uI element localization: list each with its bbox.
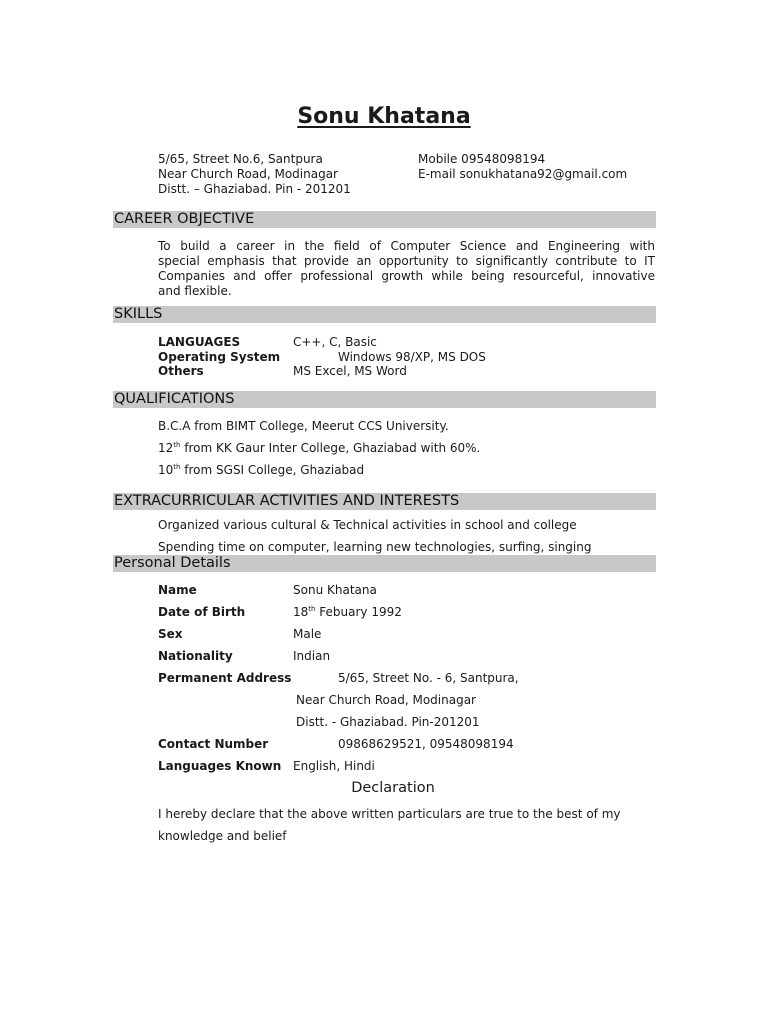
qual-rest: from KK Gaur Inter College, Ghaziabad with 60%. — [180, 441, 481, 455]
skill-label: Others — [158, 364, 204, 378]
personal-value: Distt. - Ghaziabad. Pin-201201 — [296, 715, 480, 729]
address-line: Distt. – Ghaziabad. Pin - 201201 — [158, 182, 351, 196]
personal-label: Languages Known — [158, 759, 282, 773]
personal-value: Near Church Road, Modinagar — [296, 693, 476, 707]
objective-line: special emphasis that provide an opportunity to significantly contribute to IT — [158, 254, 655, 268]
declaration-heading: Declaration — [351, 780, 435, 796]
qual-num: 10 — [158, 463, 174, 477]
personal-value: 09868629521, 09548098194 — [338, 737, 514, 751]
activity-item: Spending time on computer, learning new technologies, surfing, singing — [158, 540, 592, 554]
section-bar-skills — [113, 306, 656, 323]
section-heading: CAREER OBJECTIVE — [114, 211, 255, 227]
skill-label: Operating System — [158, 350, 281, 364]
address-line: 5/65, Street No.6, Santpura — [158, 152, 323, 166]
declaration-line: knowledge and belief — [158, 829, 287, 843]
mobile: Mobile 09548098194 — [418, 152, 546, 166]
dob-day: 18 — [293, 605, 309, 619]
qual-sup: th — [173, 463, 181, 471]
personal-label: Permanent Address — [158, 671, 292, 685]
objective-line: To build a career in the field of Computer Science and Engineering with — [158, 239, 655, 253]
address-line: Near Church Road, Modinagar — [158, 167, 338, 181]
personal-value: 5/65, Street No. - 6, Santpura, — [338, 671, 519, 685]
personal-value: English, Hindi — [293, 759, 375, 773]
section-heading: Personal Details — [114, 555, 231, 571]
qual-sup: th — [173, 441, 181, 449]
objective-line: and flexible. — [158, 284, 232, 298]
dob-sup: th — [308, 605, 316, 613]
personal-label: Name — [158, 583, 197, 597]
objective-line: Companies and offer professional growth while being resourceful, innovative — [158, 269, 655, 283]
qual-num: 12 — [158, 441, 174, 455]
dob-rest: Febuary 1992 — [315, 605, 402, 619]
personal-value: Male — [293, 627, 322, 641]
section-heading: QUALIFICATIONS — [114, 391, 235, 407]
resume-title: Sonu Khatana — [297, 104, 471, 129]
career-objective-text — [158, 239, 655, 299]
skill-value: C++, C, Basic — [293, 335, 377, 349]
personal-value: Indian — [293, 649, 331, 663]
qualification-item — [158, 463, 364, 478]
email: E-mail sonukhatana92@gmail.com — [418, 167, 628, 181]
section-bar-qualifications — [113, 391, 656, 408]
qualification-item: B.C.A from BIMT College, Meerut CCS University. — [158, 419, 449, 433]
qual-rest: from SGSI College, Ghaziabad — [180, 463, 365, 477]
activity-item: Organized various cultural & Technical activities in school and college — [158, 518, 577, 532]
qualification-item — [158, 441, 480, 456]
personal-label: Sex — [158, 627, 183, 641]
section-heading: SKILLS — [114, 306, 163, 322]
personal-value — [293, 605, 402, 620]
personal-label: Nationality — [158, 649, 233, 663]
skill-value: MS Excel, MS Word — [293, 364, 407, 378]
personal-value: Sonu Khatana — [293, 583, 377, 597]
skill-value: Windows 98/XP, MS DOS — [338, 350, 486, 364]
section-bar-personal-details — [113, 555, 656, 572]
section-bar-extracurricular — [113, 493, 656, 510]
skill-label: LANGUAGES — [158, 335, 241, 349]
personal-label: Date of Birth — [158, 605, 246, 619]
section-bar-career-objective — [113, 211, 656, 228]
section-heading: EXTRACURRICULAR ACTIVITIES AND INTERESTS — [114, 493, 460, 509]
personal-label: Contact Number — [158, 737, 269, 751]
declaration-line: I hereby declare that the above written particulars are true to the best of my — [158, 807, 621, 821]
